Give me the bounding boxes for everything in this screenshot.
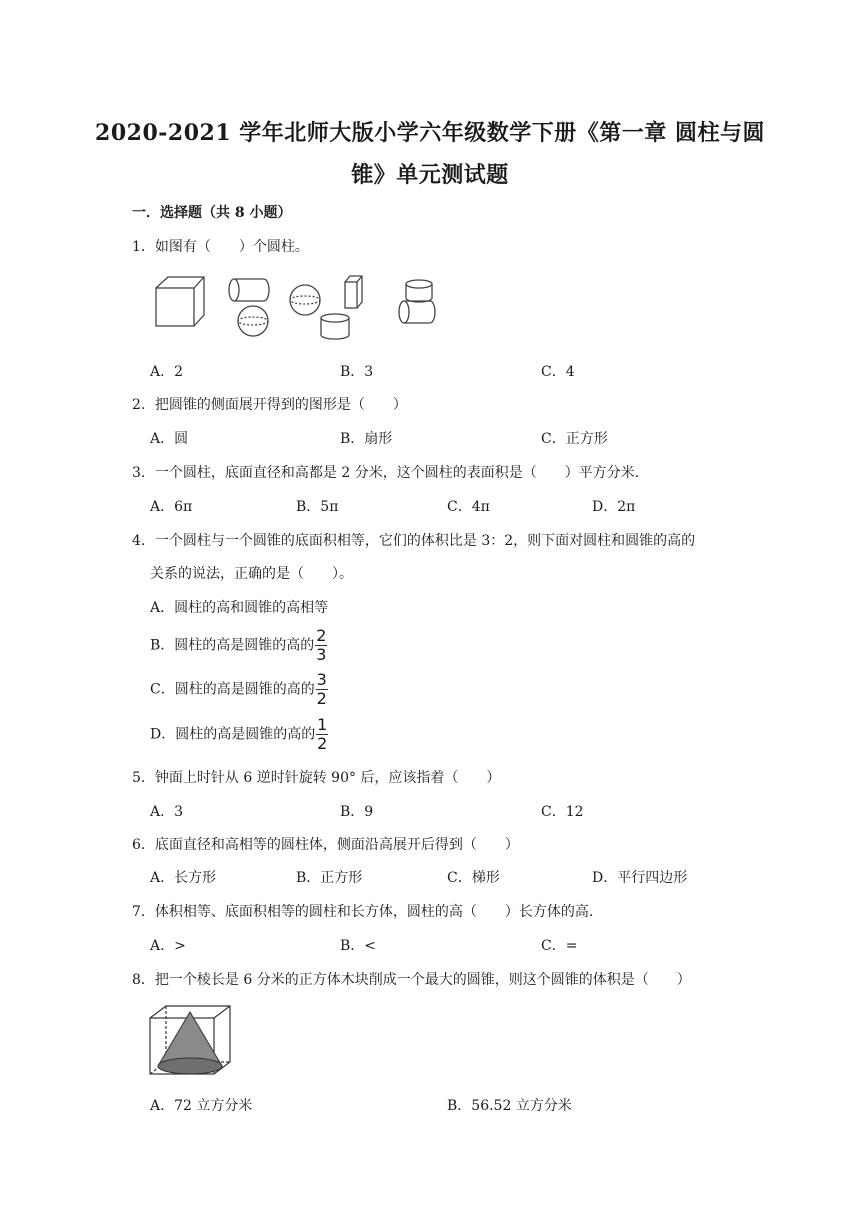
q1-option-a[interactable]: A．2: [150, 364, 184, 380]
q6-option-d[interactable]: D．平行四边形: [592, 870, 688, 886]
question-4: 4．一个圆柱与一个圆锥的底面积相等，它们的体积比是 3：2，则下面对圆柱和圆锥的高的: [132, 533, 696, 549]
q4-option-d[interactable]: [150, 717, 328, 752]
q4-option-b[interactable]: [150, 628, 327, 663]
q6-option-b[interactable]: B．正方形: [296, 870, 363, 886]
q3-option-a[interactable]: A．6π: [150, 499, 193, 515]
fraction: [316, 672, 328, 707]
fraction-numerator: 1: [317, 715, 328, 734]
fraction-denominator: 3: [316, 645, 327, 664]
fraction-denominator: 2: [316, 689, 327, 708]
q2-option-b[interactable]: B．扇形: [340, 431, 393, 447]
q3-option-c[interactable]: C．4π: [447, 499, 490, 515]
q8-option-b[interactable]: B．56.52 立方分米: [447, 1098, 572, 1114]
q1-option-c[interactable]: C．4: [541, 364, 575, 380]
q5-option-a[interactable]: A．3: [150, 804, 184, 820]
q7-option-c[interactable]: C．=: [541, 938, 578, 954]
q4-option-a[interactable]: A．圆柱的高和圆锥的高相等: [150, 600, 329, 616]
q1-option-b[interactable]: B．3: [340, 364, 374, 380]
q4-option-b-text: B．圆柱的高是圆锥的高的: [150, 637, 315, 654]
q7-option-a[interactable]: A．>: [150, 938, 186, 954]
q4-option-c-text: C．圆柱的高是圆锥的高的: [150, 681, 315, 698]
fraction-numerator: 2: [316, 626, 327, 645]
question-7: 7．体积相等、底面积相等的圆柱和长方体，圆柱的高（ ）长方体的高.: [132, 904, 594, 920]
q5-option-c[interactable]: C．12: [541, 804, 584, 820]
q4-option-c[interactable]: [150, 672, 328, 707]
question-4-cont: 关系的说法，正确的是（ ）。: [150, 566, 353, 582]
doc-title-line2: 锥》单元测试题: [351, 162, 509, 188]
question-8: 8．把一个棱长是 6 分米的正方体木块削成一个最大的圆锥，则这个圆锥的体积是（ ）: [132, 972, 691, 988]
fraction-denominator: 2: [317, 734, 328, 753]
q8-cube-cone-figure: [146, 1002, 234, 1078]
question-1: 1．如图有（ ）个圆柱。: [132, 239, 309, 255]
doc-title-line1: 2020-2021 学年北师大版小学六年级数学下册《第一章 圆柱与圆: [95, 120, 765, 146]
q1-shapes-figure: [150, 272, 440, 344]
q6-option-c[interactable]: C．梯形: [447, 870, 500, 886]
question-6: 6．底面直径和高相等的圆柱体，侧面沿高展开后得到（ ）: [132, 837, 519, 853]
q2-option-c[interactable]: C．正方形: [541, 431, 608, 447]
question-2: 2．把圆锥的侧面展开得到的图形是（ ）: [132, 397, 407, 413]
q7-option-b[interactable]: B．<: [340, 938, 377, 954]
q2-option-a[interactable]: A．圆: [150, 431, 189, 447]
fraction-numerator: 3: [316, 670, 327, 689]
section-heading: 一．选择题（共 8 小题）: [132, 205, 292, 221]
q8-option-a[interactable]: A．72 立方分米: [150, 1098, 253, 1114]
q3-option-d[interactable]: D．2π: [592, 499, 636, 515]
question-3: 3．一个圆柱，底面直径和高都是 2 分米，这个圆柱的表面积是（ ）平方分米.: [132, 465, 640, 481]
question-5: 5．钟面上时针从 6 逆时针旋转 90° 后，应该指着（ ）: [132, 770, 501, 786]
fraction: [316, 717, 328, 752]
q6-option-a[interactable]: A．长方形: [150, 870, 217, 886]
q4-option-d-text: D．圆柱的高是圆锥的高的: [150, 726, 316, 743]
q3-option-b[interactable]: B．5π: [296, 499, 339, 515]
q5-option-b[interactable]: B．9: [340, 804, 374, 820]
fraction: [315, 628, 327, 663]
